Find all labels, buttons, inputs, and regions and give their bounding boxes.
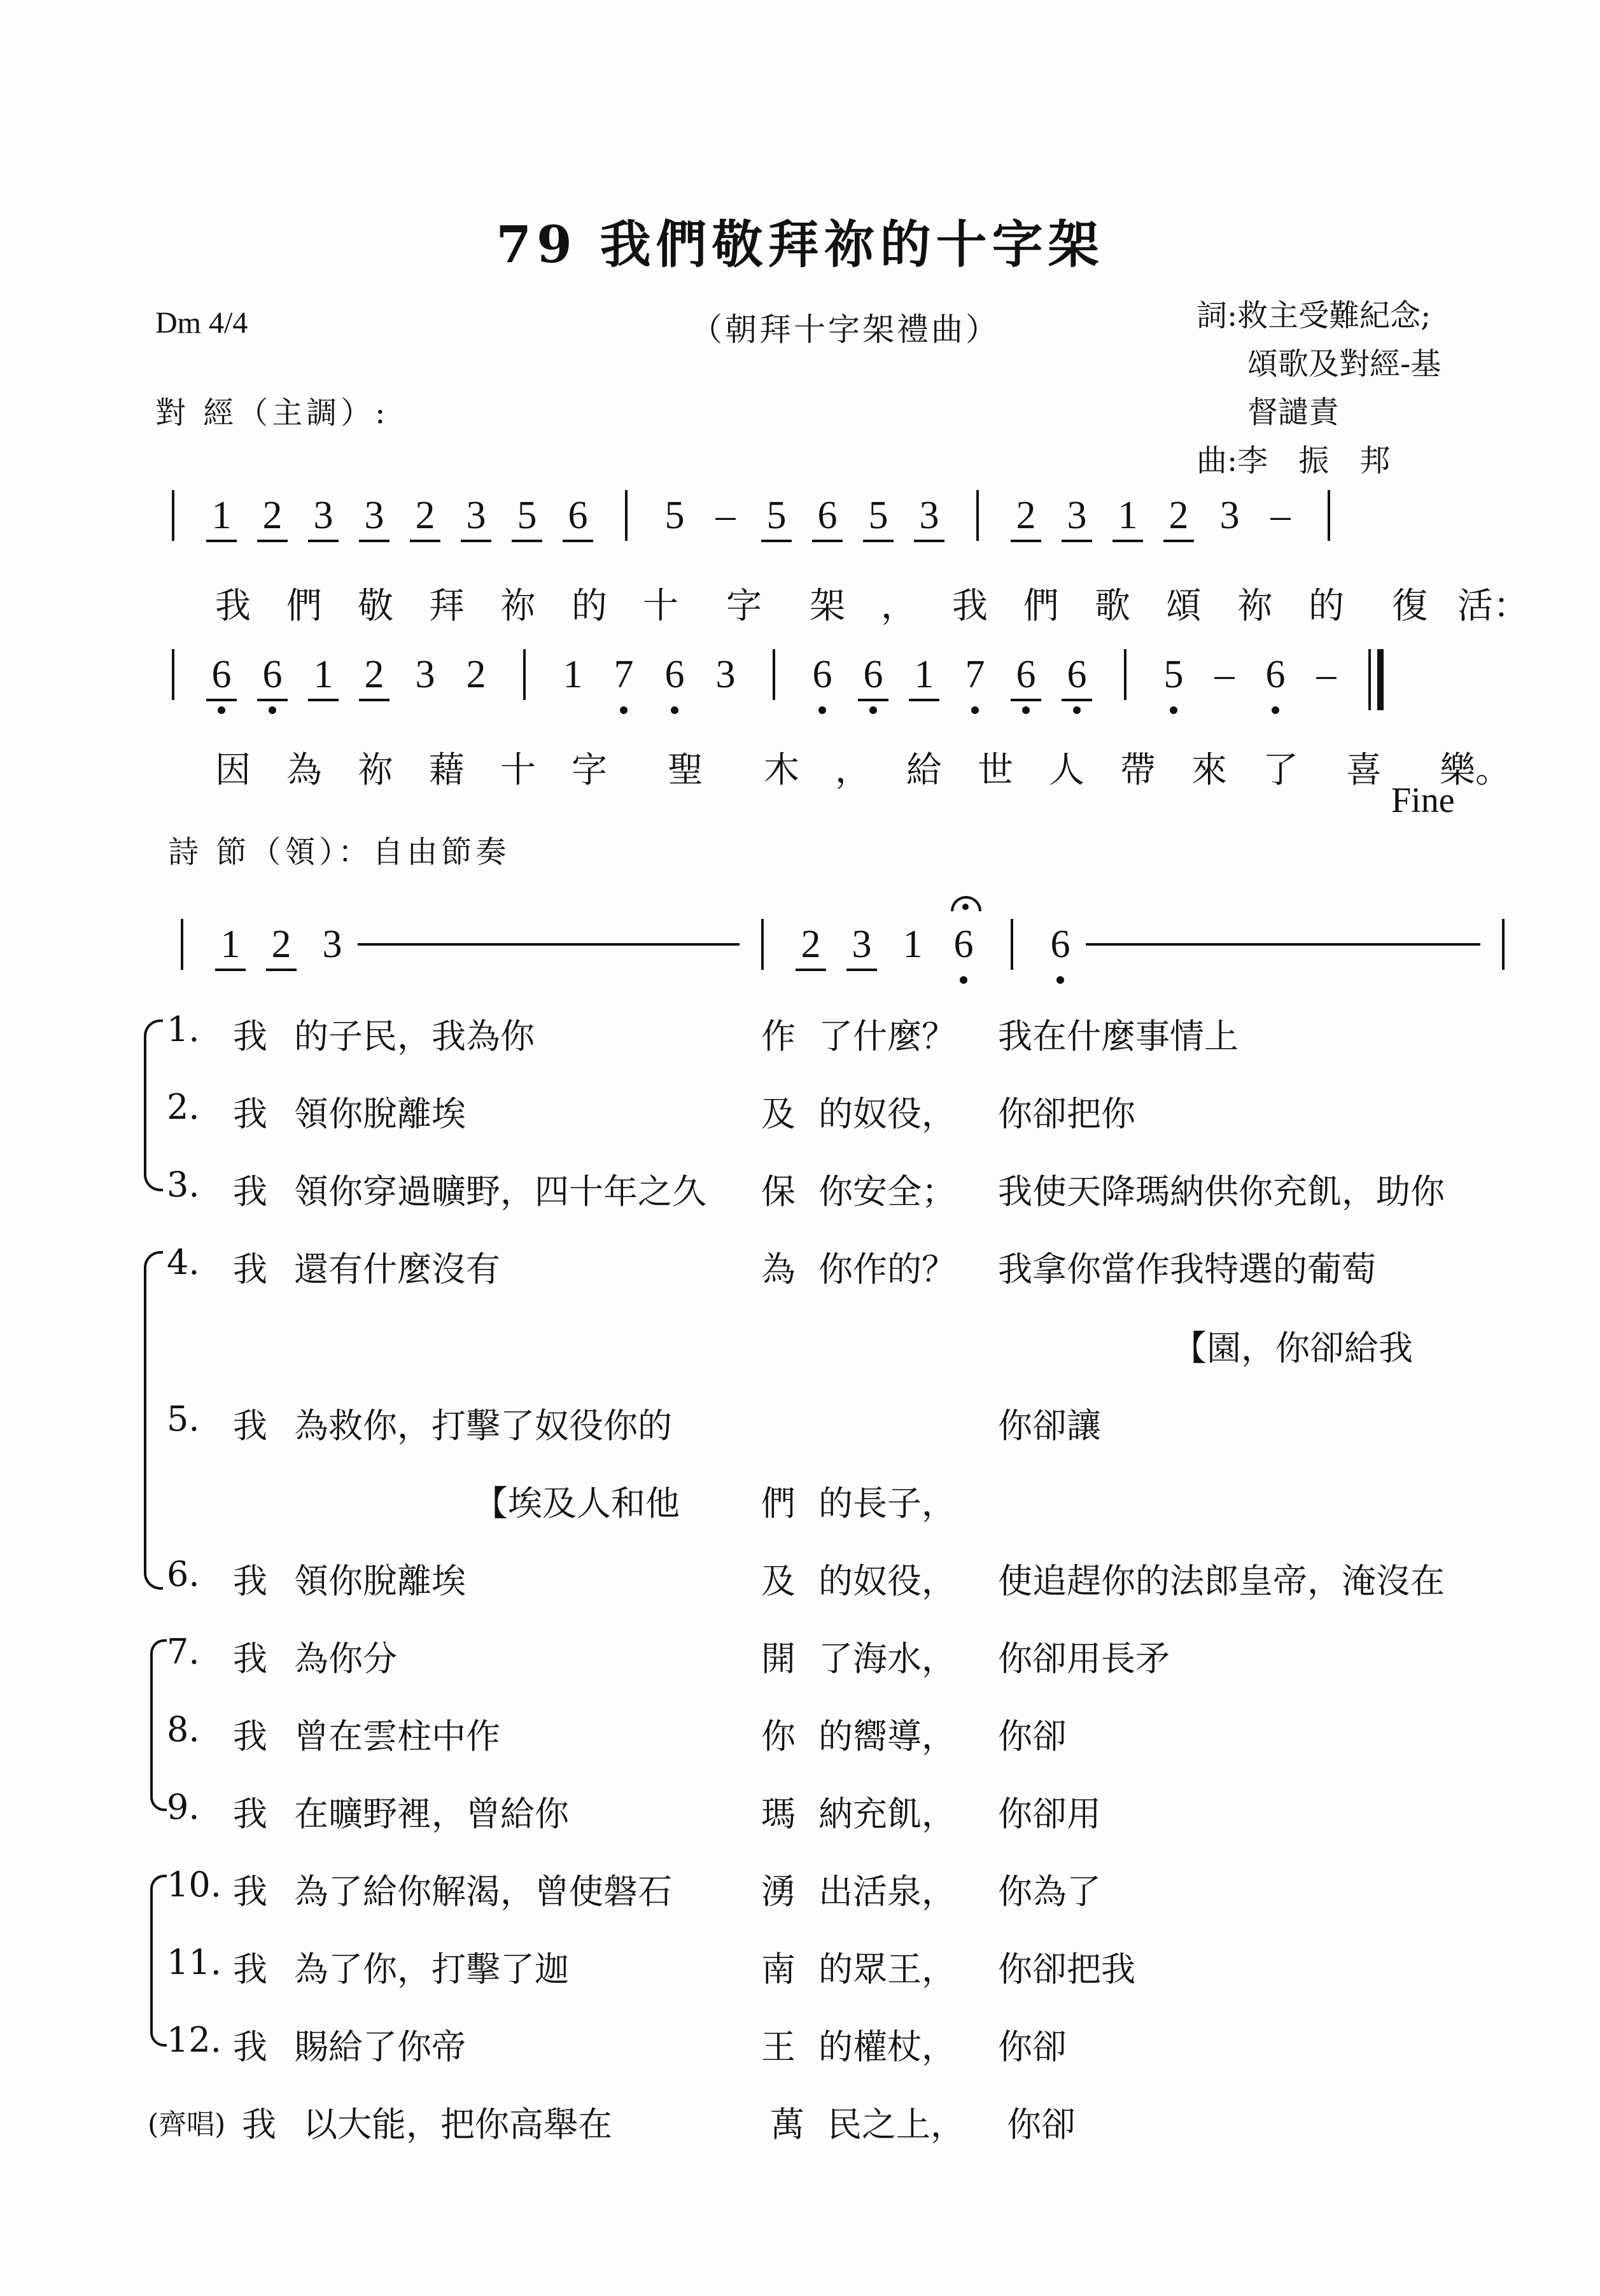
- verse-accent-syllable: 萬: [770, 2104, 804, 2145]
- verse-cadence: 的權杖，: [818, 2027, 956, 2067]
- note: 1: [563, 653, 583, 696]
- note: 3: [1051, 490, 1102, 541]
- verse-first-syllable: 我: [233, 1406, 267, 1446]
- barline: [172, 649, 174, 700]
- verse-recitation-continued: 【埃及人和他: [474, 1483, 680, 1523]
- note: 5: [751, 490, 802, 541]
- verse-number: 8.: [167, 1709, 200, 1749]
- credits: [1196, 291, 1441, 485]
- verse-first-syllable: 我: [233, 1949, 267, 1989]
- note: 6: [1250, 649, 1301, 700]
- note: 6: [196, 649, 247, 700]
- verse-response: 你卻用長矛: [998, 1639, 1170, 1679]
- lyric-syllable: 樂。: [1440, 750, 1511, 791]
- verse-response: 你為了: [998, 1872, 1101, 1912]
- note: 2: [1153, 490, 1204, 541]
- note: 3: [349, 490, 400, 541]
- note: 1: [902, 923, 923, 966]
- barline: [761, 919, 764, 970]
- lyric-syllable: 人: [1049, 750, 1084, 791]
- verse-recitation: 為你分: [294, 1639, 397, 1679]
- barline: [625, 490, 628, 541]
- verse-number: 7.: [167, 1632, 200, 1672]
- lyric-syllable: 十: [500, 750, 536, 791]
- verse-recitation: 在曠野裡，曾給你: [294, 1794, 569, 1834]
- note: 3: [415, 653, 435, 696]
- lyric-syllable: 祢: [358, 750, 393, 791]
- lyric-syllable: 喜: [1346, 750, 1382, 791]
- verse-accent-syllable: 開: [761, 1639, 796, 1679]
- verse-recitation: 為了你，打擊了迦: [294, 1949, 569, 1989]
- verse-number: 12.: [167, 2020, 221, 2060]
- verse-accent-syllable: 王: [761, 2027, 796, 2067]
- verse-cadence: 的奴役，: [818, 1094, 956, 1134]
- verse-first-syllable: 我: [233, 2027, 267, 2067]
- note: 1: [899, 649, 950, 700]
- verse-recitation: 曾在雲柱中作: [294, 1716, 500, 1756]
- verse-first-syllable: 我: [233, 1172, 267, 1212]
- note: 3: [451, 490, 502, 541]
- verse-accent-syllable: 你: [761, 1716, 796, 1756]
- lyric-syllable: 歌: [1095, 585, 1130, 627]
- verse-first-syllable: 我: [233, 1794, 267, 1834]
- lyric-syllable: 拜: [429, 585, 465, 627]
- lyric-syllable: 十: [643, 585, 678, 627]
- verse-recitation: 以大能，把你高舉在: [303, 2104, 612, 2145]
- verse-number: 6.: [167, 1554, 200, 1594]
- antiphon-label: 對 經（主調）:: [155, 395, 389, 431]
- note: 2: [349, 649, 400, 700]
- note: 6: [649, 649, 700, 700]
- lyric-syllable: 架: [810, 585, 845, 627]
- verse-first-syllable: 我: [233, 1639, 267, 1679]
- note: 2: [256, 919, 307, 970]
- verse-recitation: 領你脫離埃: [294, 1094, 466, 1134]
- lyric-syllable: 祢: [1237, 585, 1273, 627]
- subtitle: （朝拜十字架禮曲）: [691, 311, 1000, 348]
- verse-accent-syllable: 作: [761, 1016, 796, 1056]
- verse-accent-syllable: 南: [761, 1949, 796, 1989]
- antiphon-notation-row-2: [172, 649, 1384, 710]
- recitation-line: [1086, 943, 1480, 946]
- music-credit: 曲:李 振 邦: [1196, 443, 1391, 479]
- verse-accent-syllable: 為: [761, 1249, 796, 1289]
- verse-response: 你卻: [998, 2027, 1067, 2067]
- verse-cadence: 你作的？: [818, 1249, 956, 1289]
- lyrics-credit-3: 督譴責: [1247, 395, 1340, 430]
- lyric-syllable: 字: [726, 585, 762, 627]
- lyric-syllable: 活：: [1457, 585, 1529, 627]
- note: 2: [247, 490, 298, 541]
- verse-accent-syllable: 及: [761, 1561, 796, 1601]
- verse-first-syllable: 我: [233, 1561, 267, 1601]
- verse-cadence: 出活泉，: [818, 1872, 956, 1912]
- verse-recitation: 領你穿過曠野，四十年之久: [294, 1172, 706, 1212]
- verse-group-brace: [150, 1875, 167, 2047]
- note-with-fermata: [938, 919, 989, 970]
- dash: –: [1270, 494, 1291, 537]
- note: 7: [598, 649, 649, 700]
- note: 3: [298, 490, 349, 541]
- verse-response: 我拿你當作我特選的葡萄: [998, 1249, 1376, 1289]
- verse-number: 5.: [167, 1399, 200, 1439]
- verse-cadence: 你安全；: [818, 1172, 956, 1212]
- barline: [1502, 919, 1505, 970]
- lyric-syllable: 為: [286, 750, 322, 791]
- verse-response: 使追趕你的法郎皇帝，淹沒在: [998, 1561, 1445, 1601]
- verse-recitation: 的子民，我為你: [294, 1016, 535, 1056]
- verse-cadence: 的嚮導，: [818, 1716, 956, 1756]
- verse-first-syllable: 我: [233, 1716, 267, 1756]
- dash: –: [1214, 653, 1235, 696]
- note: 2: [785, 919, 836, 970]
- verse-group-brace: [144, 1251, 163, 1590]
- verse-response: 你卻讓: [998, 1406, 1101, 1446]
- barline: [1124, 649, 1126, 700]
- page-title: 79 我們敬拜祢的十字架: [496, 214, 1104, 274]
- verse-first-syllable: 我: [233, 1016, 267, 1056]
- note: 2: [400, 490, 451, 541]
- lyric-syllable: ，: [881, 585, 916, 627]
- dash: –: [715, 494, 736, 537]
- barline: [976, 490, 979, 541]
- note: 6: [247, 649, 298, 700]
- verse-recitation: 賜給了你帝: [294, 2027, 466, 2067]
- lyric-syllable: 祢: [500, 585, 536, 627]
- verse-response: 你卻用: [998, 1794, 1101, 1834]
- lyric-syllable: 給: [906, 750, 942, 791]
- verse-accent-syllable: 保: [761, 1172, 796, 1212]
- note: 6: [1000, 649, 1051, 700]
- verse-response: 我使天降瑪納供你充飢，助你: [998, 1172, 1445, 1212]
- note: 1: [205, 919, 256, 970]
- verse-first-syllable: 我: [233, 1249, 267, 1289]
- verse-number: 9.: [167, 1787, 200, 1827]
- fermata-icon: [951, 896, 981, 911]
- verse-recitation: 為了給你解渴，曾使磐石: [294, 1872, 672, 1912]
- antiphon-lyrics-row-2: [197, 742, 1539, 793]
- lyric-syllable: 們: [286, 585, 322, 627]
- verse-cadence: 了什麼？: [818, 1016, 956, 1056]
- note: 1: [196, 490, 247, 541]
- verse-first-syllable: 我: [233, 1872, 267, 1912]
- verse-group-brace: [150, 1639, 167, 1811]
- note: 5: [502, 490, 552, 541]
- note: 2: [466, 653, 486, 696]
- verse-cadence: 納充飢，: [818, 1794, 956, 1834]
- verse-accent-syllable: 湧: [761, 1872, 796, 1912]
- note: 5: [664, 494, 685, 537]
- antiphon-lyrics-row-1: [197, 578, 1529, 629]
- note: 6: [848, 649, 899, 700]
- lyric-syllable: 我: [215, 585, 251, 627]
- lyric-syllable: 的: [572, 585, 607, 627]
- lyric-syllable: 聖: [668, 750, 703, 791]
- verse-number: 4.: [167, 1242, 200, 1282]
- lyric-syllable: 敬: [358, 585, 393, 627]
- note: 6: [552, 490, 603, 541]
- verse-accent-syllable: 及: [761, 1094, 796, 1134]
- lyric-syllable: 藉: [429, 750, 465, 791]
- verse-cadence: 的眾王，: [818, 1949, 956, 1989]
- verse-accent-syllable: 瑪: [761, 1794, 796, 1834]
- antiphon-notation-row-1: [172, 490, 1352, 541]
- verse-notation-row: [181, 919, 1526, 970]
- note: 5: [853, 490, 904, 541]
- note: 6: [802, 490, 853, 541]
- barline: [1328, 490, 1330, 541]
- verse-first-syllable: 我: [233, 1094, 267, 1134]
- lyric-syllable: 頌: [1166, 585, 1202, 627]
- recitation-line: [358, 943, 740, 946]
- verse-number: 3.: [167, 1165, 200, 1205]
- note: 2: [1000, 490, 1051, 541]
- verse-number: 1.: [167, 1009, 200, 1049]
- barline: [773, 649, 775, 700]
- lyric-syllable: 了: [1263, 750, 1298, 791]
- note: 3: [1219, 494, 1240, 537]
- verse-cadence: 民之上，: [827, 2104, 965, 2145]
- lyric-syllable: 世: [978, 750, 1013, 791]
- verse-recitation: 還有什麼沒有: [294, 1249, 500, 1289]
- barline: [523, 649, 526, 700]
- verse-response: 你卻把我: [998, 1949, 1135, 1989]
- note: 7: [950, 649, 1000, 700]
- lyric-syllable: ，: [835, 750, 871, 791]
- barline: [181, 919, 183, 970]
- note: 3: [836, 919, 887, 970]
- barline: [1011, 919, 1013, 970]
- lyric-syllable: 來: [1191, 750, 1227, 791]
- verse-cadence: 的奴役，: [818, 1561, 956, 1601]
- verse-number: (齊唱): [148, 2108, 226, 2141]
- verse-response: 你卻: [1007, 2104, 1076, 2145]
- lyric-syllable: 字: [572, 750, 607, 791]
- verse-cadence: 了海水，: [818, 1639, 956, 1679]
- note: 1: [298, 649, 349, 700]
- note: 5: [1148, 649, 1199, 700]
- dash: –: [1316, 653, 1337, 696]
- verse-accent-syllable: 們: [761, 1483, 796, 1523]
- lyric-syllable: 的: [1309, 585, 1344, 627]
- verse-recitation: 領你脫離埃: [294, 1561, 466, 1601]
- verse-cadence: 的長子，: [818, 1483, 956, 1523]
- lyric-syllable: 復: [1392, 585, 1428, 627]
- fine-marking: Fine: [1391, 781, 1455, 820]
- note: 6: [1035, 919, 1086, 970]
- verse-response: 你卻把你: [998, 1094, 1135, 1134]
- final-barline-thin: [1368, 649, 1371, 710]
- note: 3: [715, 653, 736, 696]
- lyric-syllable: 我: [952, 585, 988, 627]
- verse-first-syllable: 我: [242, 2104, 276, 2145]
- lyric-syllable: 帶: [1120, 750, 1156, 791]
- lyrics-credit-1: 詞:救主受難紀念;: [1196, 298, 1431, 333]
- verse-number: 10.: [167, 1865, 221, 1905]
- verse-recitation: 為救你，打擊了奴役你的: [294, 1406, 672, 1446]
- note: 3: [322, 923, 342, 966]
- lyric-syllable: 木: [764, 750, 799, 791]
- lyrics-credit-2: 頌歌及對經-基: [1247, 346, 1442, 382]
- verse-number: 11.: [167, 1942, 221, 1982]
- note-digit: 6: [953, 923, 974, 966]
- lyric-syllable: 們: [1023, 585, 1059, 627]
- note: 6: [797, 649, 848, 700]
- final-barline-thick: [1377, 649, 1384, 710]
- lyric-syllable: 因: [215, 750, 251, 791]
- barline: [172, 490, 174, 541]
- verse-group-brace: [144, 1019, 163, 1191]
- verse-response-continued: 【園，你卻給我: [1172, 1328, 1413, 1368]
- note: 6: [1051, 649, 1102, 700]
- verse-number: 2.: [167, 1087, 200, 1127]
- verse-response: 我在什麼事情上: [998, 1016, 1239, 1056]
- note: 1: [1102, 490, 1153, 541]
- verse-response: 你卻: [998, 1716, 1067, 1756]
- verses-label: 詩 節（領）：自由節奏: [168, 834, 510, 870]
- key-signature: Dm 4/4: [155, 306, 248, 340]
- note: 3: [904, 490, 955, 541]
